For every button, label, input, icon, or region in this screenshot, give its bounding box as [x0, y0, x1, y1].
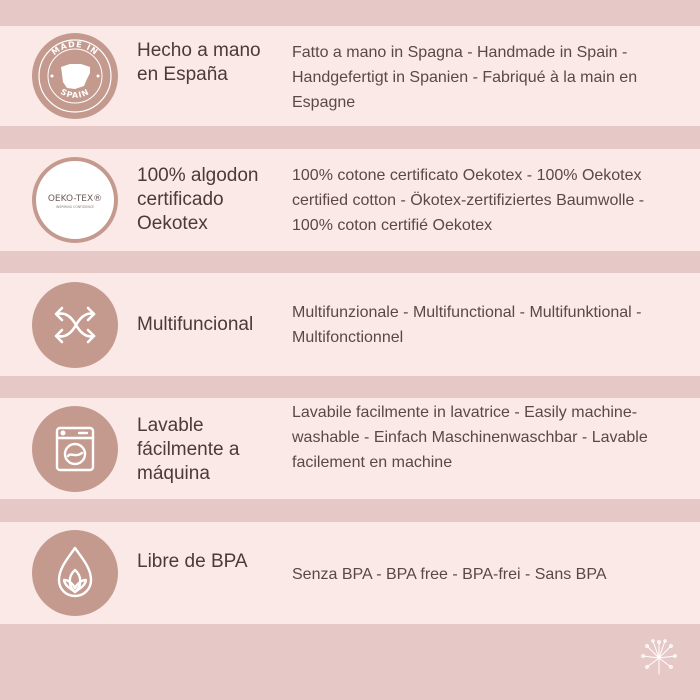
- made-in-spain-seal-icon: [32, 33, 118, 119]
- feature-label: Hecho a mano en España: [137, 40, 261, 85]
- seal-top-text: MADE IN: [50, 39, 101, 57]
- feature-row-washable: [0, 398, 700, 499]
- feature-label: Multifuncional: [137, 314, 254, 335]
- svg-text:SPAIN: [59, 87, 91, 100]
- feature-label: Lavable fácilmente a máquina: [137, 415, 240, 484]
- feature-row-bpa-free: [0, 522, 700, 624]
- dandelion-logo-icon: [640, 638, 678, 676]
- feature-description: Lavabile facilmente in lavatrice - Easily machine-washable - Einfach Maschinenwaschbar - Lavable facilement en machine: [292, 404, 648, 471]
- feature-row-handmade: [0, 26, 700, 126]
- feature-row-multifunctional: [0, 273, 700, 376]
- seal-bottom-text: SPAIN: [59, 87, 91, 100]
- feature-description: Fatto a mano in Spagna - Handmade in Spain - Handgefertigt in Spanien - Fabriqué à la main en Espagne: [292, 44, 638, 111]
- feature-description: Senza BPA - BPA free - BPA-frei - Sans BPA: [292, 566, 607, 583]
- svg-text:MADE IN: [50, 40, 100, 57]
- feature-row-oekotex: [0, 149, 700, 251]
- feature-label: Libre de BPA: [137, 551, 248, 572]
- washing-machine-icon: [32, 406, 118, 492]
- feature-description: 100% cotone certificato Oekotex - 100% Oekotex certified cotton - Ökotex-zertifiziertes Baumwolle - 100% coton certifié Oekotex: [292, 167, 645, 234]
- feature-description: Multifunzionale - Multifunctional - Multifunktional - Multifonctionnel: [292, 304, 642, 346]
- feature-label: 100% algodon certificado Oekotex: [137, 165, 259, 234]
- multifunction-arrows-icon: [32, 282, 118, 368]
- oeko-tex-logo-icon: [32, 157, 118, 243]
- oeko-tex-logo-text: OEKO-TEX®: [47, 194, 103, 204]
- oeko-tex-logo-subtext: INSPIRING CONFIDENCE: [55, 205, 95, 209]
- bpa-free-drop-leaf-icon: [32, 530, 118, 616]
